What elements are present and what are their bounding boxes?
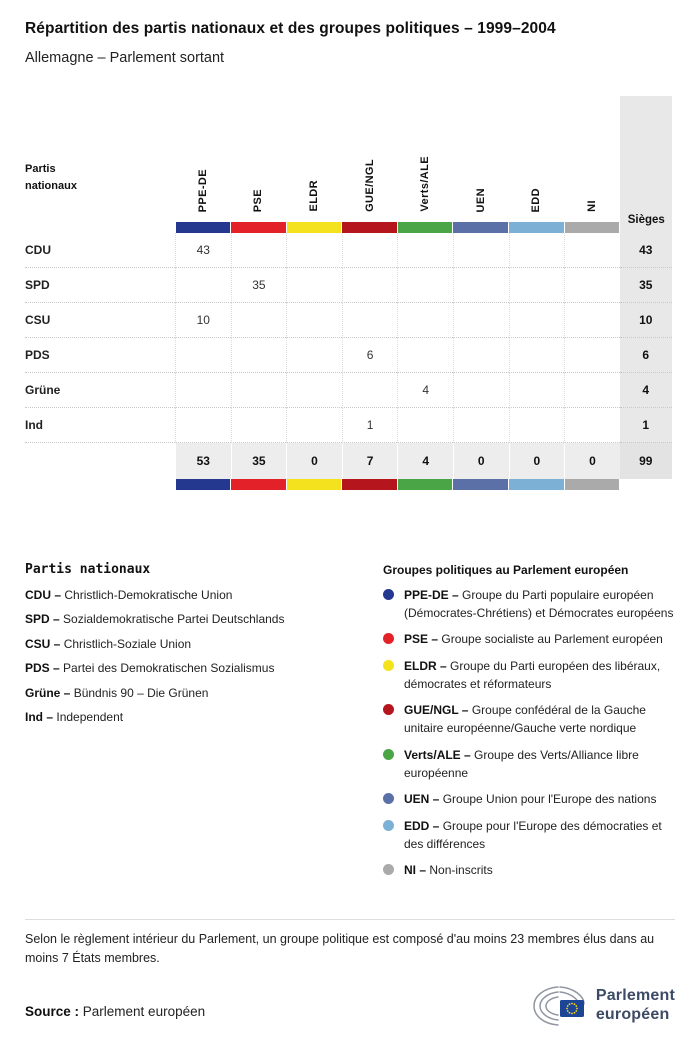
seat-cell: [397, 303, 453, 338]
footnote-text: Selon le règlement intérieur du Parlement, un groupe politique est composé d'au moins 23 membres élus dans au moins 7 États membres.: [25, 932, 655, 966]
column-total: 7: [342, 443, 398, 479]
group-color-bar: [287, 479, 342, 490]
legend-national-parties: [25, 562, 383, 879]
seat-cell: [231, 373, 287, 408]
legend-group-item: GUE/NGL – Groupe confédéral de la Gauche unitaire européenne/Gauche verte nordique: [383, 701, 675, 737]
column-total: 35: [231, 443, 287, 479]
column-header-ppe-de: PPE-DE: [196, 168, 209, 212]
row-seats-total: 6: [620, 338, 672, 373]
seat-cell: [509, 233, 565, 268]
group-color-bar: [398, 479, 453, 490]
seat-cell: [564, 408, 620, 443]
column-header-pse: PSE: [252, 188, 265, 212]
group-color-bar: [176, 479, 231, 490]
seat-cell: [564, 233, 620, 268]
party-name: PDS: [25, 338, 175, 373]
seat-cell: [286, 233, 342, 268]
group-color-bar: [453, 222, 508, 233]
seat-cell: [453, 338, 509, 373]
group-color-bar: [342, 222, 397, 233]
seat-cell: [342, 233, 398, 268]
group-color-bar: [176, 222, 231, 233]
seat-cell: 43: [175, 233, 231, 268]
seat-cell: [286, 338, 342, 373]
page-subtitle: Allemagne – Parlement sortant: [25, 50, 225, 66]
divider: [25, 919, 675, 920]
group-color-dot: [383, 589, 394, 600]
column-total: 0: [564, 443, 620, 479]
legend-party-item: PDS – Partei des Demokratischen Sozialismus: [25, 661, 275, 675]
seat-cell: [397, 268, 453, 303]
party-name: Grüne: [25, 373, 175, 408]
seats-column-header: Sièges: [620, 96, 672, 233]
seat-cell: [286, 303, 342, 338]
legend-party-item: Grüne – Bündnis 90 – Die Grünen: [25, 685, 209, 700]
legend-political-groups: [383, 562, 675, 879]
seat-cell: [453, 373, 509, 408]
seat-cell: 1: [342, 408, 398, 443]
seat-cell: [564, 303, 620, 338]
column-header-edd: EDD: [530, 187, 543, 212]
row-seats-total: 1: [620, 408, 672, 443]
seat-cell: 6: [342, 338, 398, 373]
row-header: [25, 96, 175, 222]
legend-groups-title: Groupes politiques au Parlement européen: [383, 563, 629, 577]
seat-cell: [453, 303, 509, 338]
group-color-dot: [383, 749, 394, 760]
column-total: 0: [286, 443, 342, 479]
seat-cell: 10: [175, 303, 231, 338]
group-color-dot: [383, 820, 394, 831]
group-color-bar: [398, 222, 453, 233]
party-name: CSU: [25, 303, 175, 338]
legend-group-item: NI – Non-inscrits: [383, 861, 675, 879]
column-header-verts-ale: Verts/ALE: [419, 156, 432, 212]
seat-cell: [175, 338, 231, 373]
source-value: Parlement européen: [82, 1003, 206, 1019]
seat-cell: [286, 373, 342, 408]
seat-cell: [564, 268, 620, 303]
column-total: 0: [509, 443, 565, 479]
column-total: 53: [175, 443, 231, 479]
seat-cell: [175, 373, 231, 408]
legend-party-item: CSU – Christlich-Soziale Union: [25, 636, 192, 651]
seat-cell: [286, 408, 342, 443]
seat-cell: [453, 233, 509, 268]
seat-cell: [509, 268, 565, 303]
party-name: Ind: [25, 408, 175, 443]
european-parliament-logo: [531, 983, 675, 1029]
seat-cell: [342, 268, 398, 303]
column-header-gue-ngl: GUE/NGL: [363, 159, 376, 212]
group-color-bar: [231, 479, 286, 490]
row-seats-total: 4: [620, 373, 672, 408]
seat-cell: [453, 268, 509, 303]
legend-group-item: UEN – Groupe Union pour l'Europe des nations: [383, 790, 675, 808]
ep-hemicycle-icon: [531, 983, 587, 1029]
group-color-bar: [565, 479, 620, 490]
group-color-bar: [565, 222, 620, 233]
spacer-cell: [25, 479, 175, 490]
grand-total-seats: 99: [620, 443, 672, 479]
seat-cell: [397, 338, 453, 373]
group-color-bar: [287, 222, 342, 233]
seat-cell: [509, 373, 565, 408]
seat-cell: [342, 373, 398, 408]
legend-group-item: Verts/ALE – Groupe des Verts/Alliance libre européenne: [383, 746, 675, 782]
seat-cell: [564, 373, 620, 408]
legend-group-item: ELDR – Groupe du Parti européen des libéraux, démocrates et réformateurs: [383, 657, 675, 693]
column-header-uen: UEN: [474, 187, 487, 212]
seat-cell: [231, 233, 287, 268]
seat-cell: [231, 338, 287, 373]
group-color-dot: [383, 660, 394, 671]
spacer-cell: [25, 222, 175, 233]
spacer-cell: [25, 443, 175, 479]
row-header-label: Partis nationaux: [25, 162, 77, 193]
footer: [25, 983, 675, 1029]
group-color-dot: [383, 864, 394, 875]
legend-group-item: EDD – Groupe pour l'Europe des démocraties et des différences: [383, 817, 675, 853]
seat-cell: [231, 408, 287, 443]
seat-cell: [564, 338, 620, 373]
seats-table: [25, 96, 672, 490]
group-color-dot: [383, 704, 394, 715]
party-name: CDU: [25, 233, 175, 268]
group-color-bar: [509, 222, 564, 233]
seat-cell: [509, 338, 565, 373]
column-header-eldr: ELDR: [307, 180, 320, 212]
ep-logo-wordmark: Parlement européen: [595, 987, 675, 1023]
seat-cell: 35: [231, 268, 287, 303]
seat-cell: [509, 408, 565, 443]
source-line: [25, 1004, 205, 1029]
seat-cell: [397, 408, 453, 443]
seat-cell: [175, 408, 231, 443]
legend-section: [25, 562, 675, 879]
column-total: 0: [453, 443, 509, 479]
legend-party-item: CDU – Christlich-Demokratische Union: [25, 587, 233, 602]
group-color-dot: [383, 633, 394, 644]
seat-cell: [231, 303, 287, 338]
row-seats-total: 35: [620, 268, 672, 303]
seat-cell: [397, 233, 453, 268]
seat-cell: 4: [397, 373, 453, 408]
group-color-bar: [231, 222, 286, 233]
row-seats-total: 10: [620, 303, 672, 338]
legend-group-item: PPE-DE – Groupe du Parti populaire européen (Démocrates-Chrétiens) et Démocrates européens: [383, 586, 675, 622]
seat-cell: [453, 408, 509, 443]
seat-cell: [509, 303, 565, 338]
legend-parties-title: Partis nationaux: [25, 562, 151, 577]
legend-party-item: SPD – Sozialdemokratische Partei Deutschlands: [25, 612, 285, 626]
row-seats-total: 43: [620, 233, 672, 268]
group-color-bar: [453, 479, 508, 490]
group-color-bar: [509, 479, 564, 490]
column-total: 4: [397, 443, 453, 479]
page-title: Répartition des partis nationaux et des groupes politiques – 1999–2004: [25, 20, 556, 37]
seat-cell: [342, 303, 398, 338]
party-name: SPD: [25, 268, 175, 303]
source-label: Source :: [25, 1003, 80, 1019]
column-header-ni: NI: [585, 200, 598, 212]
legend-group-item: PSE – Groupe socialiste au Parlement européen: [383, 630, 675, 648]
seat-cell: [286, 268, 342, 303]
legend-party-item: Ind – Independent: [25, 710, 124, 724]
seat-cell: [175, 268, 231, 303]
group-color-dot: [383, 793, 394, 804]
group-color-bar: [342, 479, 397, 490]
